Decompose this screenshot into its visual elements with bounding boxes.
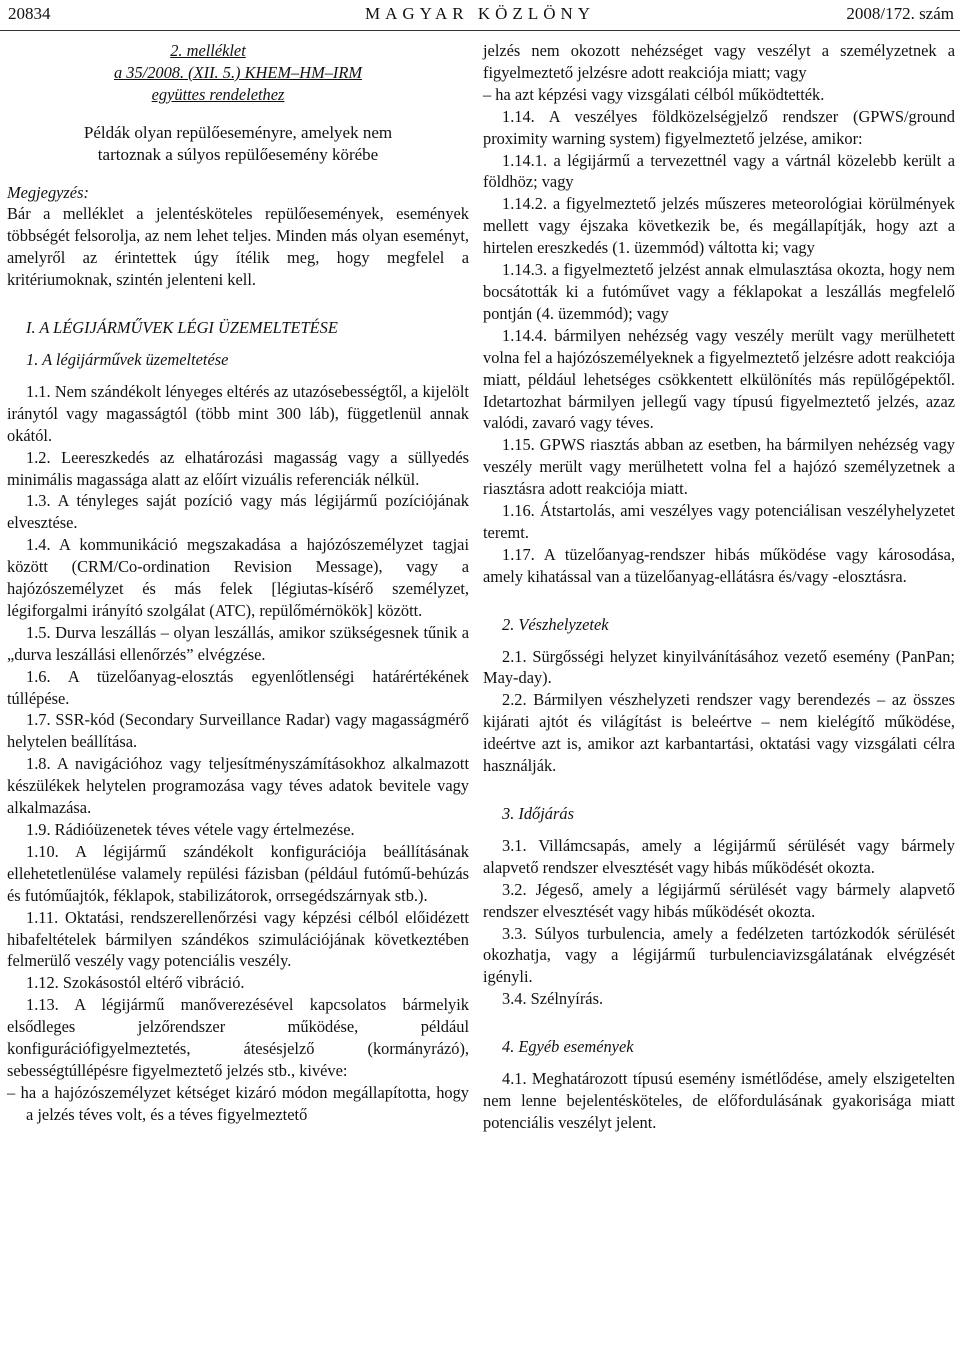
page-header	[0, 0, 960, 31]
list-item: 3.1. Villámcsapás, amely a légijármű sérülését vagy bármely alapvető rendszer elvesztését vagy hibás működését okozta.	[483, 835, 955, 877]
left-column	[7, 40, 469, 1126]
subsection-heading: 1. A légijárművek üzemeltetése	[26, 349, 229, 369]
list-item: 1.16. Átstartolás, ami veszélyes vagy potenciálisan veszélyhelyzetet teremt.	[483, 501, 955, 542]
issue-number: 2008/172. szám	[846, 4, 954, 23]
list-item: 1.1. Nem szándékolt lényeges eltérés az utazósebességtől, a kijelölt iránytól vagy magasságtól (több mint 300 láb), függetlenül annak okától.	[7, 381, 469, 445]
section-heading: I. A LÉGIJÁRMŰVEK LÉGI ÜZEMELTETÉSE	[26, 318, 338, 338]
right-column	[483, 40, 955, 1134]
dash-item: – ha a hajózószemélyzet kétséget kizáró módon megállapította, hogy a jelzés téves volt, és a téves figyelmeztető	[7, 1082, 469, 1124]
list-item: 1.8. A navigációhoz vagy teljesítményszámításokhoz alkalmazott készülékek helytelen programozása vagy téves adatok bevitele vagy alkalmazása.	[7, 754, 469, 818]
list-item: 3.4. Szélnyírás.	[502, 989, 604, 1009]
list-item: 1.14. A veszélyes földközelségjelző rendszer (GPWS/ground proximity warning system) figyelmeztető jelzése, amikor:	[483, 106, 955, 148]
list-item: 1.10. A légijármű szándékolt konfigurációja beállításának ellehetetlenülése valamely repülési fázisban (például futómű-behúzás és futóműajtók, féklapok, stabilizátorok, orrsegédszárnyak stb.).	[7, 841, 469, 905]
list-item: 1.12. Szokásostól eltérő vibráció.	[26, 973, 245, 993]
dash-item: – ha azt képzési vagy vizsgálati célból működtették.	[483, 84, 825, 104]
annex-decree: együttes rendelethez	[151, 84, 285, 104]
section-heading-weather: 3. Időjárás	[502, 804, 574, 823]
list-item: 1.14.1. a légijármű a tervezettnél vagy a vártnál közelebb került a földhöz; vagy	[483, 150, 955, 192]
list-item: 1.11. Oktatási, rendszerellenőrzési vagy képzési célból előidézett hibafeltételek bármilyen szándékos szimulációjának következtében felmerülő veszély vagy potenciális veszély.	[7, 907, 469, 971]
list-item: 1.17. A tüzelőanyag-rendszer hibás működése vagy károsodása, amely kihatással van a tüzelőanyag-ellátásra és/vagy -elosztásra.	[483, 544, 955, 586]
page-number: 20834	[8, 4, 51, 23]
list-item: 1.3. A tényleges saját pozíció vagy más légijármű pozíciójának elvesztése.	[7, 491, 469, 533]
document-title-line1: Példák olyan repülőeseményre, amelyek nem	[83, 122, 393, 142]
continued-text: jelzés nem okozott nehézséget vagy veszélyt a személyzetnek a figyelmeztető jelzésre adott reakciója miatt; vagy	[483, 41, 955, 82]
list-item: 1.5. Durva leszállás – olyan leszállás, amikor szükségesnek tűnik a „durva leszállási ellenőrzés” elvégzése.	[7, 622, 469, 664]
list-item: 1.7. SSR-kód (Secondary Surveillance Radar) vagy magasságmérő helytelen beállítása.	[7, 710, 469, 752]
annex-label: 2. melléklet	[170, 41, 246, 60]
note-label: Megjegyzés:	[7, 182, 89, 202]
list-item: 4.1. Meghatározott típusú esemény ismétlődése, amely elszigetelten nem lenne bejelentésköteles, de előfordulásának gyakorisága miatt potenciális veszélyt jelent.	[483, 1069, 955, 1132]
section-heading-other: 4. Egyéb események	[502, 1037, 634, 1057]
list-item: 2.2. Bármilyen vészhelyzeti rendszer vagy berendezés – az összes kijárati ajtót és világítást is beleértve – nem kielégítő működése, ideértve azt is, amikor azt karbantartási, oktatási vagy vizsgálati célra használják.	[483, 690, 955, 776]
annex-reference: a 35/2008. (XII. 5.) KHEM–HM–IRM	[113, 62, 363, 82]
list-item: 3.3. Súlyos turbulencia, amely a fedélzeten tartózkodók sérülését okozhatja, vagy a légijármű turbulenciavizsgálatának elvégzését igényli.	[483, 923, 955, 987]
list-item: 1.4. A kommunikáció megszakadása a hajózószemélyzet tagjai között (CRM/Co-ordination Revision Message), vagy a hajózószemélyzet és más felek [légiutas-kísérő személyzet, légiforgalmi irányító szolgálat (ATC), repülőmérnökök] között.	[7, 535, 469, 620]
list-item: 2.1. Sürgősségi helyzet kinyilvánításához vezető esemény (PanPan; May-day).	[483, 646, 955, 688]
list-item: 3.2. Jégeső, amely a légijármű sérülését vagy bármely alapvető rendszer elvesztését vagy hibás működését okozta.	[483, 879, 955, 921]
list-item: 1.14.3. a figyelmeztető jelzést annak elmulasztása okozta, hogy nem bocsátották ki a futóművet vagy a féklapokat a leszállás megfelelő pontján (4. üzemmód); vagy	[483, 260, 955, 323]
note-text: Bár a melléklet a jelentésköteles repülőesemények, események többségét felsorolja, az nem lehet teljes. Minden más olyan eseményt, amelyről az érintettek úgy ítélik meg, hogy megfelel a kritériumoknak, szintén jelenteni kell.	[7, 204, 469, 290]
journal-title: MAGYAR KÖZLÖNY	[364, 4, 596, 23]
section-heading-emergencies: 2. Vészhelyzetek	[502, 614, 609, 634]
list-item: 1.13. A légijármű manőverezésével kapcsolatos bármelyik elsődleges jelzőrendszer működése, például konfigurációfigyelmeztetés, átesésjelző (kormányrázó), sebességtúllépésre figyelmeztető jelzés stb., kivéve:	[7, 995, 469, 1080]
list-item: 1.14.4. bármilyen nehézség vagy veszély merült vagy merülhetett volna fel a hajózószemélyeknek a figyelmeztető jelzésre adott reakciója miatt, például lehetséges csökkentett elkülönítés más repülőgépektől. Idetartozhat bármilyen jellegű vagy típusú figyelmeztető jelzés, azaz valódi, zavaró vagy téves.	[483, 325, 955, 433]
list-item: 1.6. A tüzelőanyag-elosztás egyenlőtlenségi határértékének túllépése.	[7, 666, 469, 708]
list-item: 1.15. GPWS riasztás abban az esetben, ha bármilyen nehézség vagy veszély merült vagy merülhetett volna fel a hajózó személyzetnek a riasztásra adott reakciója miatt.	[483, 435, 955, 499]
list-item: 1.14.2. a figyelmeztető jelzés műszeres meteorológiai körülmények mellett vagy éjszaka következik be, és megállapítják, hogy azt a hirtelen ereszkedés (1. üzemmód) váltotta ki; vagy	[483, 194, 955, 258]
list-item: 1.2. Leereszkedés az elhatározási magasság vagy a süllyedés minimális magassága alatt az előírt vizuális referenciák nélkül.	[7, 447, 469, 489]
document-title-line2: tartoznak a súlyos repülőesemény körébe	[97, 144, 379, 164]
list-item: 1.9. Rádióüzenetek téves vétele vagy értelmezése.	[26, 820, 355, 839]
